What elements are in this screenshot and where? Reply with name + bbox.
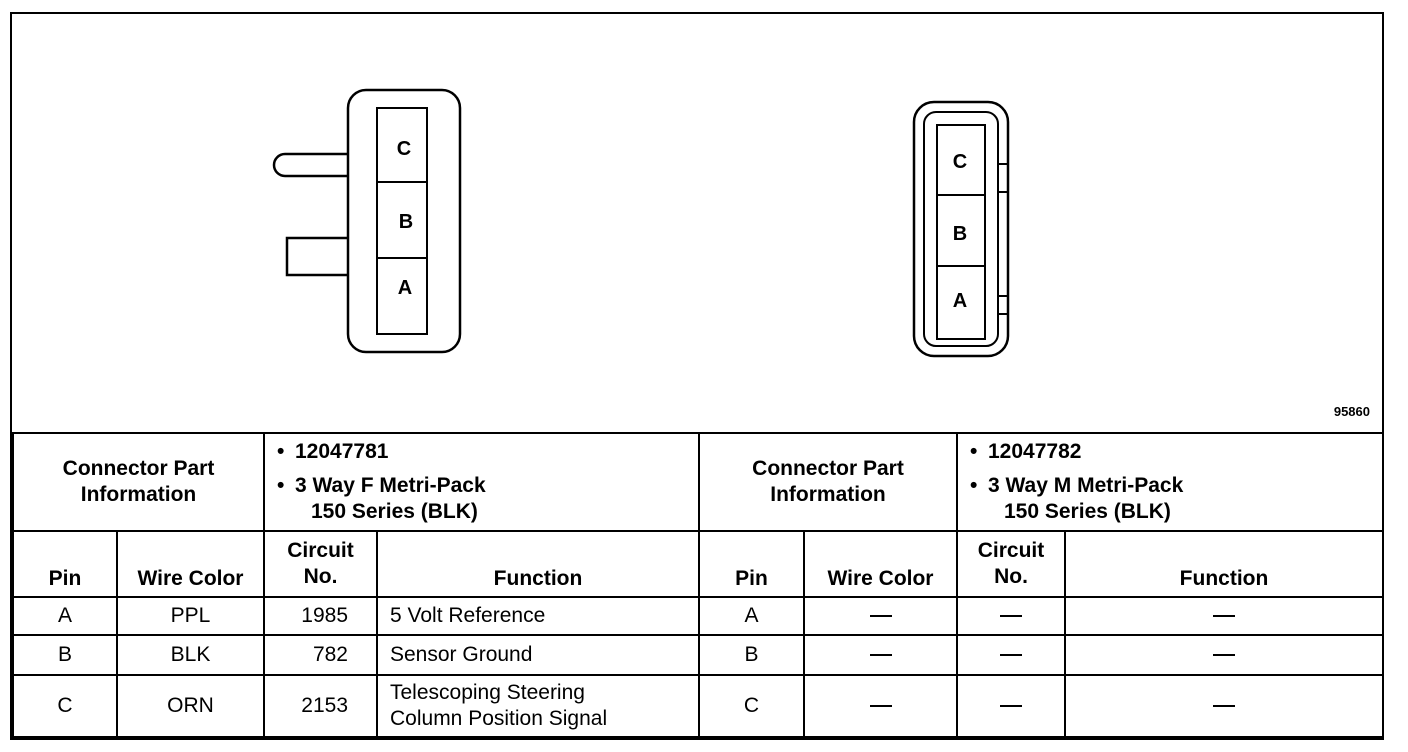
female-pin-label: B bbox=[398, 211, 414, 233]
function-cell bbox=[1065, 597, 1383, 635]
function-cell: Telescoping Steering Column Position Signal bbox=[377, 675, 699, 737]
empty-value-dash bbox=[870, 654, 892, 656]
wire-color-header: Wire Color bbox=[804, 531, 957, 597]
wire-color-cell: PPL bbox=[117, 597, 264, 635]
pin-cell: B bbox=[13, 635, 117, 675]
connector-part-info-label: Connector Part Information bbox=[13, 433, 264, 531]
circuit-header: Circuit No. bbox=[957, 531, 1065, 597]
function-cell: Sensor Ground bbox=[377, 635, 699, 675]
part-description: 3 Way M Metri-Pack bbox=[988, 474, 1184, 497]
wire-color-header: Wire Color bbox=[117, 531, 264, 597]
column-header-row bbox=[13, 531, 1383, 597]
male-part-info: • 12047782 • 3 Way M Metri-Pack 150 Series (BLK) bbox=[957, 433, 1383, 531]
empty-value-dash bbox=[1000, 705, 1022, 707]
part-number: 12047782 bbox=[988, 440, 1082, 463]
wire-color-cell bbox=[804, 675, 957, 737]
figure-number: 95860 bbox=[1333, 404, 1370, 419]
empty-value-dash bbox=[1213, 615, 1235, 617]
empty-value-dash bbox=[870, 615, 892, 617]
female-pin-label: A bbox=[397, 277, 413, 299]
part-series: 150 Series (BLK) bbox=[1004, 500, 1171, 523]
pin-cell: A bbox=[699, 597, 804, 635]
table-row bbox=[13, 675, 1383, 737]
circuit-cell: 2153 bbox=[264, 675, 377, 737]
function-header: Function bbox=[377, 531, 699, 597]
male-pin-label: B bbox=[952, 223, 968, 245]
table-row bbox=[13, 635, 1383, 675]
wire-color-cell: BLK bbox=[117, 635, 264, 675]
pin-header: Pin bbox=[13, 531, 117, 597]
circuit-cell bbox=[957, 635, 1065, 675]
female-part-info: • 12047781 • 3 Way F Metri-Pack 150 Series (BLK) bbox=[264, 433, 699, 531]
empty-value-dash bbox=[1000, 654, 1022, 656]
circuit-cell: 782 bbox=[264, 635, 377, 675]
female-connector-drawing bbox=[274, 90, 460, 352]
female-pin-label: C bbox=[396, 138, 412, 160]
male-pin-label: C bbox=[952, 151, 968, 173]
male-pin-label: A bbox=[952, 290, 968, 312]
wire-color-cell bbox=[804, 635, 957, 675]
wire-color-cell bbox=[804, 597, 957, 635]
connector-part-info-label: Connector Part Information bbox=[699, 433, 957, 531]
empty-value-dash bbox=[1213, 705, 1235, 707]
wire-color-cell: ORN bbox=[117, 675, 264, 737]
circuit-header: Circuit No. bbox=[264, 531, 377, 597]
empty-value-dash bbox=[870, 705, 892, 707]
circuit-cell: 1985 bbox=[264, 597, 377, 635]
connector-illustration bbox=[12, 14, 1382, 432]
part-description: 3 Way F Metri-Pack bbox=[295, 474, 486, 497]
pin-cell: C bbox=[699, 675, 804, 737]
male-connector-drawing bbox=[914, 102, 1008, 356]
pin-cell: B bbox=[699, 635, 804, 675]
function-cell bbox=[1065, 675, 1383, 737]
empty-value-dash bbox=[1000, 615, 1022, 617]
connector-pinout-table bbox=[12, 432, 1384, 738]
part-series: 150 Series (BLK) bbox=[311, 500, 478, 523]
circuit-cell bbox=[957, 597, 1065, 635]
function-cell bbox=[1065, 635, 1383, 675]
empty-value-dash bbox=[1213, 654, 1235, 656]
connector-illustration-area bbox=[12, 14, 1382, 432]
function-header: Function bbox=[1065, 531, 1383, 597]
connector-diagram-frame bbox=[10, 12, 1384, 740]
function-cell: 5 Volt Reference bbox=[377, 597, 699, 635]
circuit-cell bbox=[957, 675, 1065, 737]
pin-header: Pin bbox=[699, 531, 804, 597]
table-row bbox=[13, 597, 1383, 635]
female-connector-key bbox=[287, 238, 348, 275]
female-connector-lock-tab bbox=[274, 154, 348, 176]
part-info-row bbox=[13, 433, 1383, 531]
part-number: 12047781 bbox=[295, 440, 389, 463]
pin-cell: C bbox=[13, 675, 117, 737]
pin-cell: A bbox=[13, 597, 117, 635]
